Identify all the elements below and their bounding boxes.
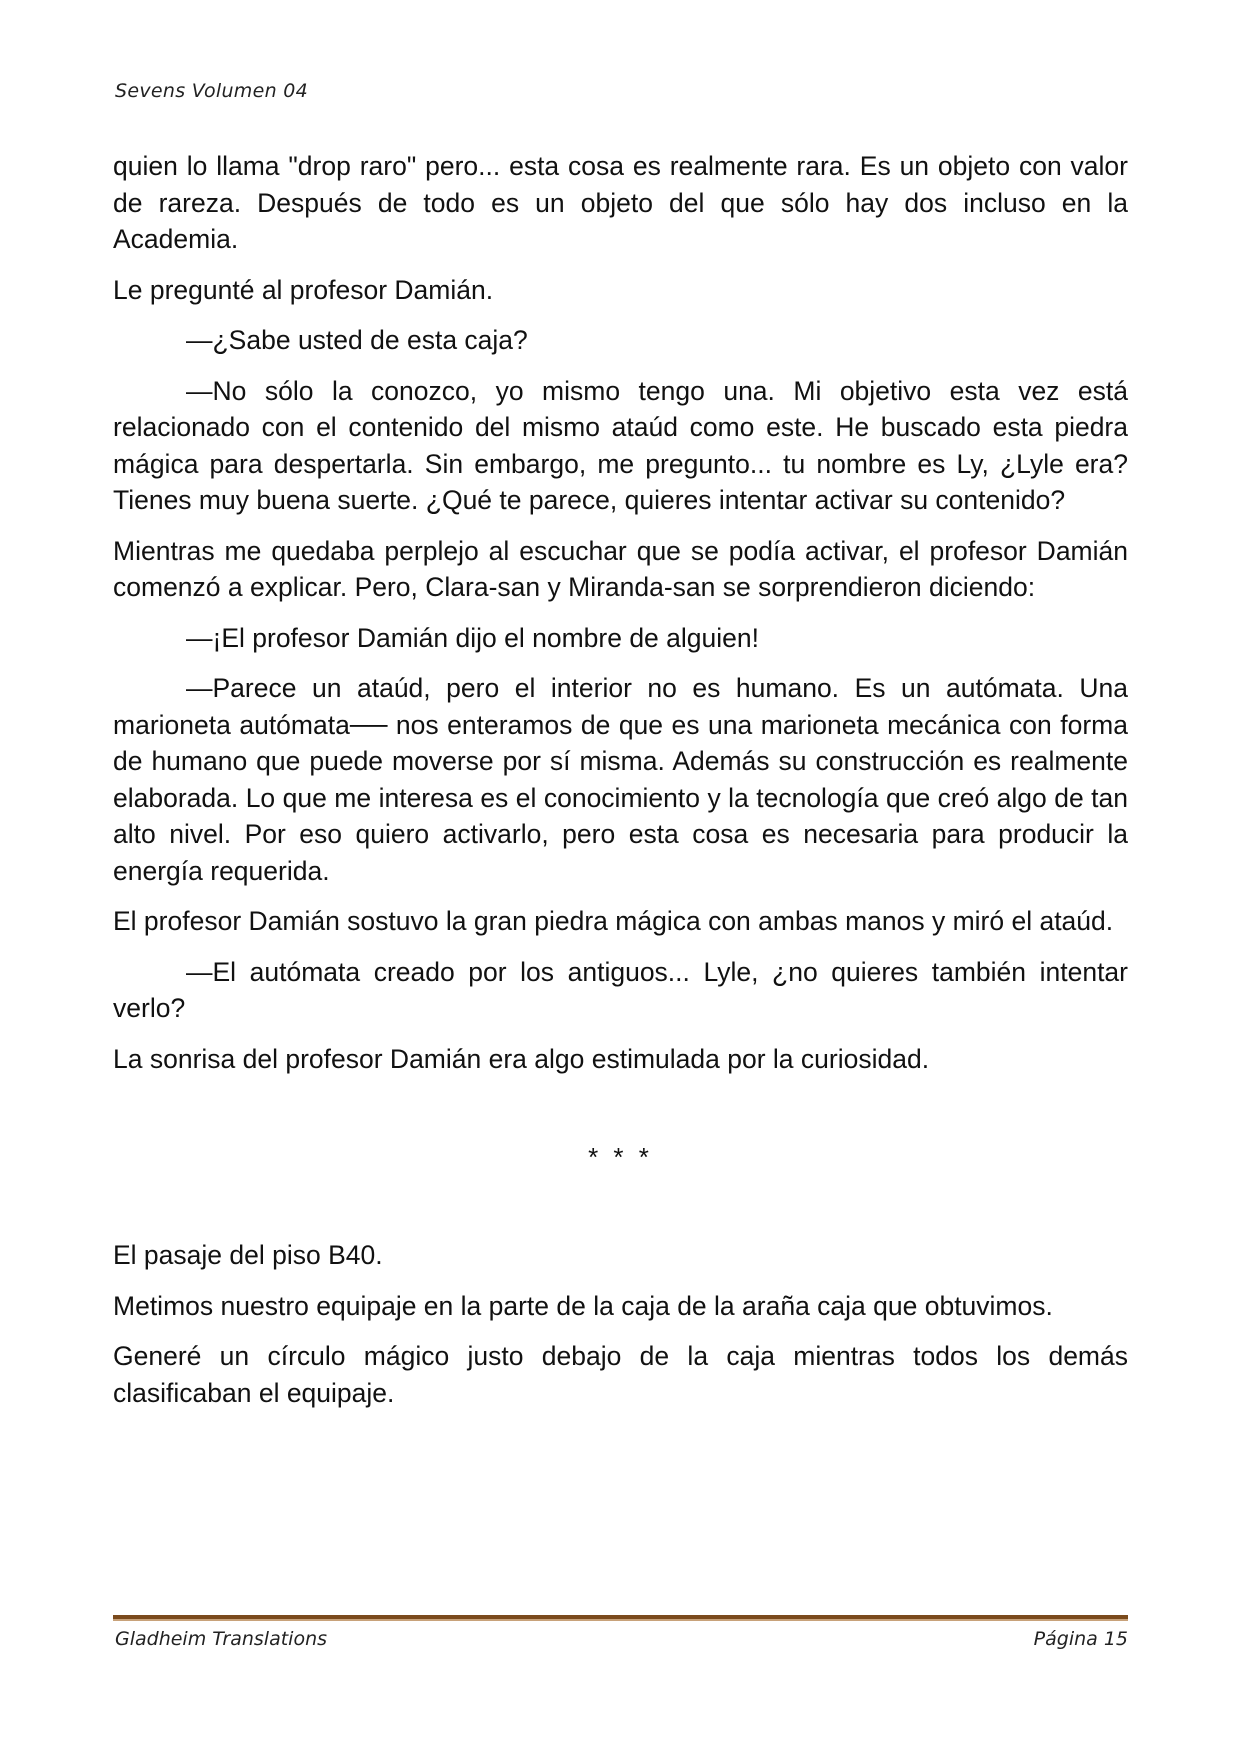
paragraph: La sonrisa del profesor Damián era algo estimulada por la curiosidad. [113,1043,930,1074]
dialogue-line: —¡El profesor Damián dijo el nombre de alguien! [186,622,759,653]
paragraph: Generé un círculo mágico justo debajo de la caja mientras todos los demás clasificaban el equipaje. [113,1341,1128,1408]
paragraph: El profesor Damián sostuvo la gran piedra mágica con ambas manos y miró el ataúd. [113,906,1114,936]
dialogue-line: —¿Sabe usted de esta caja? [186,325,528,355]
paragraph: Mientras me quedaba perplejo al escuchar que se podía activar, el profesor Damián comenzó a explicar. Pero, Clara-san y Miranda-san se sorprendieron diciendo: [113,535,1128,602]
paragraph: El pasaje del piso B40. [113,1240,383,1270]
paragraph: quien lo llama "drop raro" pero... esta cosa es realmente rara. Es un objeto con valor de rareza. Después de todo es un objeto del que sólo hay dos incluso en la Academia. [113,151,1128,254]
paragraph: Le pregunté al profesor Damián. [113,274,494,305]
dialogue-line: —No sólo la conozco, yo mismo tengo una. Mi objetivo esta vez está relacionado con el contenido del mismo ataúd como este. He buscado esta piedra mágica para despertarla. Sin embargo, me pregunto... tu nombre es Ly, ¿Lyle era? Tienes muy buena suerte. ¿Qué te parece, quieres intentar activar su contenido? [113,375,1128,515]
running-header: Sevens Volumen 04 [115,80,309,102]
dialogue-line: —El autómata creado por los antiguos... Lyle, ¿no quieres también intentar verlo? [113,956,1128,1023]
dialogue-line: —Parece un ataúd, pero el interior no es humano. Es un autómata. Una marioneta autómata── nos enteramos de que es una marioneta mecánica con forma de humano que puede moverse por sí misma. Además su construcción es realmente elaborada. Lo que me interesa es el conocimiento y la tecnología que creó algo de tan alto nivel. Por eso quiero activarlo, pero esta cosa es necesaria para producir la energía requerida. [113,673,1128,886]
footer-credit: Gladheim Translations [115,1628,328,1650]
paragraph: Metimos nuestro equipaje en la parte de la caja de la araña caja que obtuvimos. [113,1290,1053,1321]
body-text [113,148,1128,1425]
scene-separator: * * * [588,1142,653,1172]
page-number: Página 15 [1033,1628,1128,1650]
footer-divider [113,1615,1128,1621]
